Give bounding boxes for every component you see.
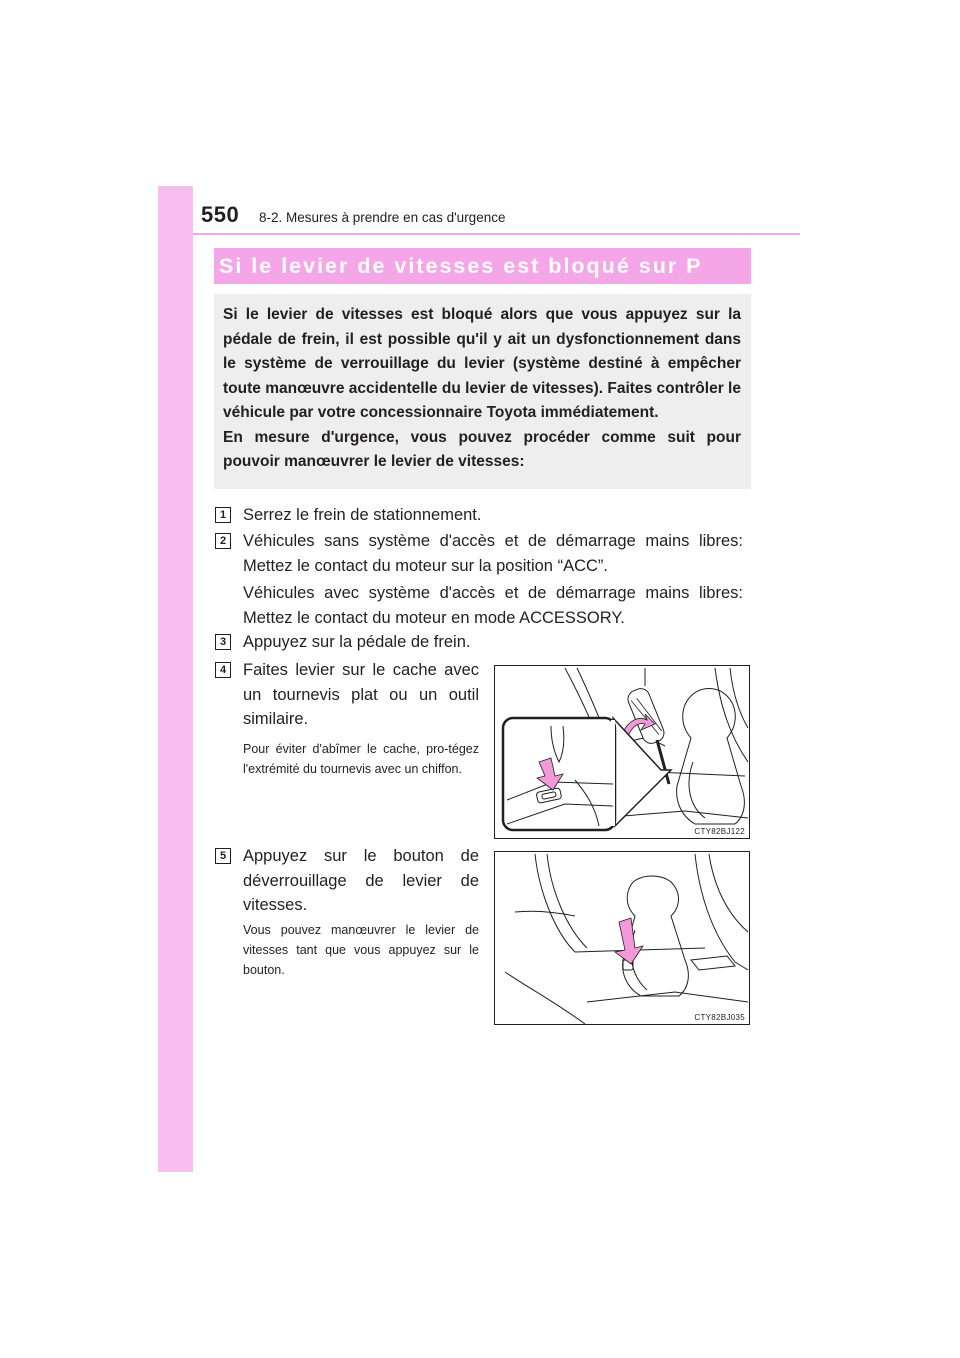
figure-code: CTY82BJ035 <box>694 1013 745 1022</box>
figure-release-button <box>494 851 750 1025</box>
figure-code: CTY82BJ122 <box>694 827 745 836</box>
shift-release-illustration <box>495 852 749 1024</box>
step-3-text: Appuyez sur la pédale de frein. <box>243 633 471 651</box>
step-2-text: Véhicules sans système d'accès et de démarrage mains libres: Mettez le contact du moteur sur la position “ACC”. <box>243 532 743 575</box>
note-paragraph: Si le levier de vitesses est bloqué alors que vous appuyez sur la pédale de frein, il est possible qu'il y ait un dysfonctionnement dans le système de verrouillage du levier (système destiné à empêcher toute manœuvre accidentelle du levier de vitesses). Faites contrôler le véhicule par votre concessionnaire Toyota immédiatement. <box>223 306 741 421</box>
step-1-text: Serrez le frein de stationnement. <box>243 506 482 524</box>
warning-note-box <box>214 294 751 489</box>
step-number-2: 2 <box>215 533 231 549</box>
step-5-text: Appuyez sur le bouton de déverrouillage de levier de vitesses. <box>243 847 479 914</box>
figure-screwdriver-cover <box>494 665 750 839</box>
step-4-text: Faites levier sur le cache avec un tournevis plat ou un outil similaire. <box>243 661 479 728</box>
step-2-text-alt: Véhicules avec système d'accès et de démarrage mains libres: Mettez le contact du moteur en mode ACCESSORY. <box>243 584 743 627</box>
header-rule <box>193 233 800 235</box>
step-5-note: Vous pouvez manœuvrer le levier de vitesses tant que vous appuyez sur le bouton. <box>243 923 479 977</box>
note-paragraph: En mesure d'urgence, vous pouvez procéder comme suit pour pouvoir manœuvrer le levier de vitesses: <box>223 428 741 470</box>
page-number: 550 <box>201 202 240 227</box>
step-number-3: 3 <box>215 634 231 650</box>
step-number-4: 4 <box>215 662 231 678</box>
sidebar-tab <box>158 186 193 1172</box>
step-number-1: 1 <box>215 507 231 523</box>
step-4-note: Pour éviter d'abîmer le cache, pro-tégez l'extrémité du tournevis avec un chiffon. <box>243 742 479 776</box>
chapter-title: 8-2. Mesures à prendre en cas d'urgence <box>259 210 506 225</box>
screwdriver-cover-illustration <box>495 666 749 838</box>
step-number-5: 5 <box>215 848 231 864</box>
section-title: Si le levier de vitesses est bloqué sur P <box>214 248 751 284</box>
